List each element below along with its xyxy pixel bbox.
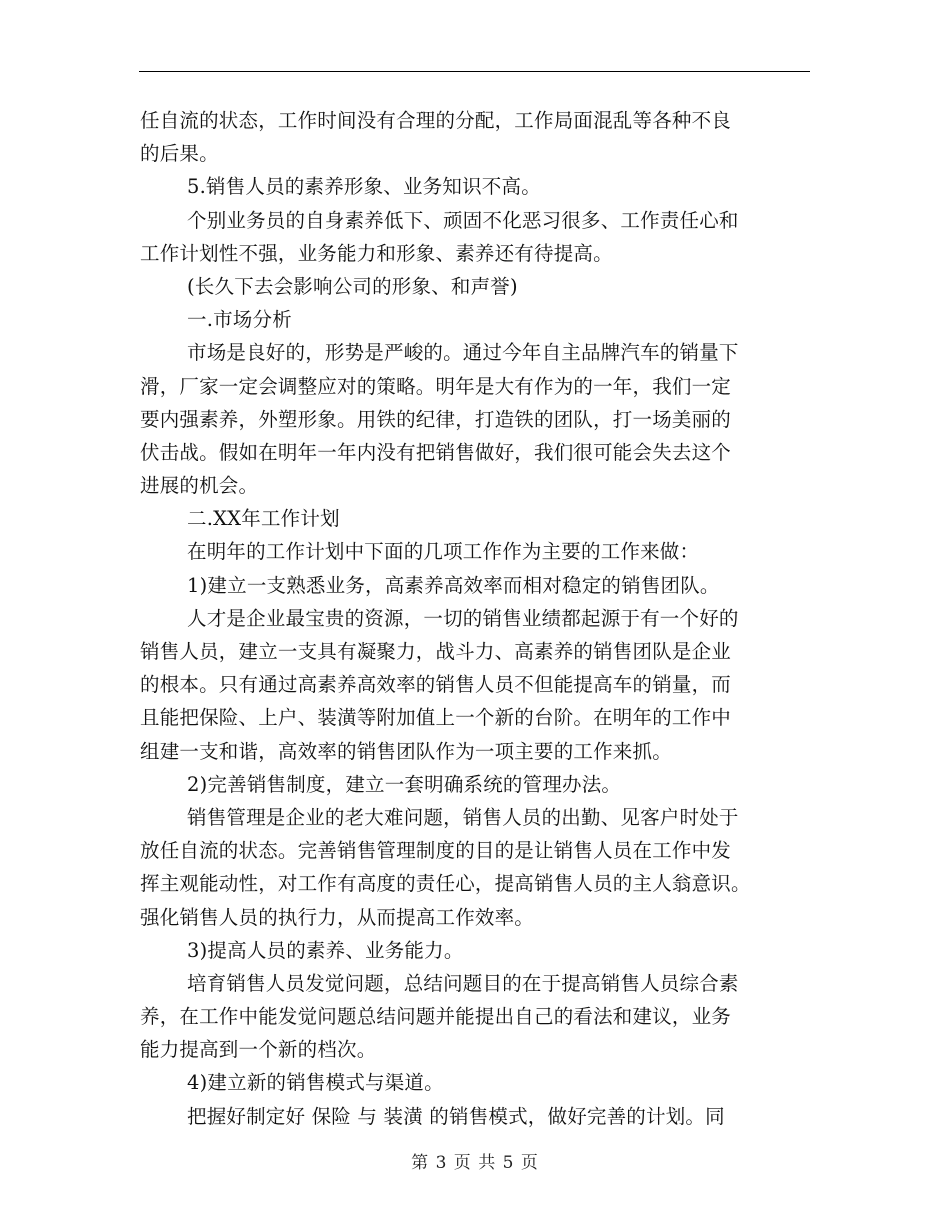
text-line: 的根本。只有通过高素养高效率的销售人员不但能提高车的销量，而 [140, 673, 732, 697]
text-line: 强化销售人员的执行力，从而提高工作效率。 [140, 905, 535, 929]
text-line: 的后果。 [140, 142, 219, 166]
text-line: 2)完善销售制度，建立一套明确系统的管理办法。 [187, 772, 622, 796]
page-footer: 第 3 页 共 5 页 [411, 1153, 539, 1173]
text-line: 个别业务员的自身素养低下、顽固不化恶习很多、工作责任心和 [187, 208, 739, 232]
text-line: 培育销售人员发觉问题，总结问题目的在于提高销售人员综合素 [187, 971, 739, 995]
section-heading: 一.市场分析 [187, 308, 292, 332]
text-line: 3)提高人员的素养、业务能力。 [187, 938, 464, 962]
text-line: 把握好制定好 保险 与 装潢 的销售模式，做好完善的计划。同 [187, 1104, 725, 1128]
text-line: 挥主观能动性，对工作有高度的责任心，提高销售人员的主人翁意识。 [140, 872, 751, 896]
text-line: 组建一支和谐，高效率的销售团队作为一项主要的工作来抓。 [140, 739, 672, 763]
text-line: 5.销售人员的素养形象、业务知识不高。 [187, 175, 541, 199]
header-rule [139, 71, 810, 72]
text-line: 任自流的状态，工作时间没有合理的分配，工作局面混乱等各种不良 [140, 109, 732, 132]
text-line: 且能把保险、上户、装潢等附加值上一个新的台阶。在明年的工作中 [140, 706, 732, 730]
text-line: 4)建立新的销售模式与渠道。 [187, 1071, 444, 1095]
text-line: 市场是良好的，形势是严峻的。通过今年自主品牌汽车的销量下 [187, 341, 739, 365]
text-line: 要内强素养，外塑形象。用铁的纪律，打造铁的团队，打一场美丽的 [140, 407, 732, 431]
document-body [140, 104, 810, 1133]
text-line: 销售管理是企业的老大难问题，销售人员的出勤、见客户时处于 [187, 805, 739, 829]
text-line: 销售人员，建立一支具有凝聚力，战斗力、高素养的销售团队是企业 [140, 640, 732, 663]
text-line: 滑，厂家一定会调整应对的策略。明年是大有作为的一年，我们一定 [140, 374, 732, 398]
text-line: 工作计划性不强，业务能力和形象、素养还有待提高。 [140, 241, 613, 265]
text-line: 1)建立一支熟悉业务，高素养高效率而相对稳定的销售团队。 [187, 573, 720, 597]
text-line: 能力提高到一个新的档次。 [140, 1038, 377, 1062]
text-line: 伏击战。假如在明年一年内没有把销售做好，我们很可能会失去这个 [140, 440, 732, 464]
text-line: (长久下去会影响公司的形象、和声誉) [187, 274, 518, 298]
text-line: 进展的机会。 [140, 474, 259, 498]
section-heading: 二.XX年工作计划 [187, 507, 340, 531]
text-line: 人才是企业最宝贵的资源，一切的销售业绩都起源于有一个好的 [187, 606, 739, 630]
text-line: 养，在工作中能发觉问题总结问题并能提出自己的看法和建议，业务 [140, 1005, 732, 1029]
text-line: 放任自流的状态。完善销售管理制度的目的是让销售人员在工作中发 [140, 839, 732, 863]
text-line: 在明年的工作计划中下面的几项工作作为主要的工作来做： [187, 540, 700, 564]
